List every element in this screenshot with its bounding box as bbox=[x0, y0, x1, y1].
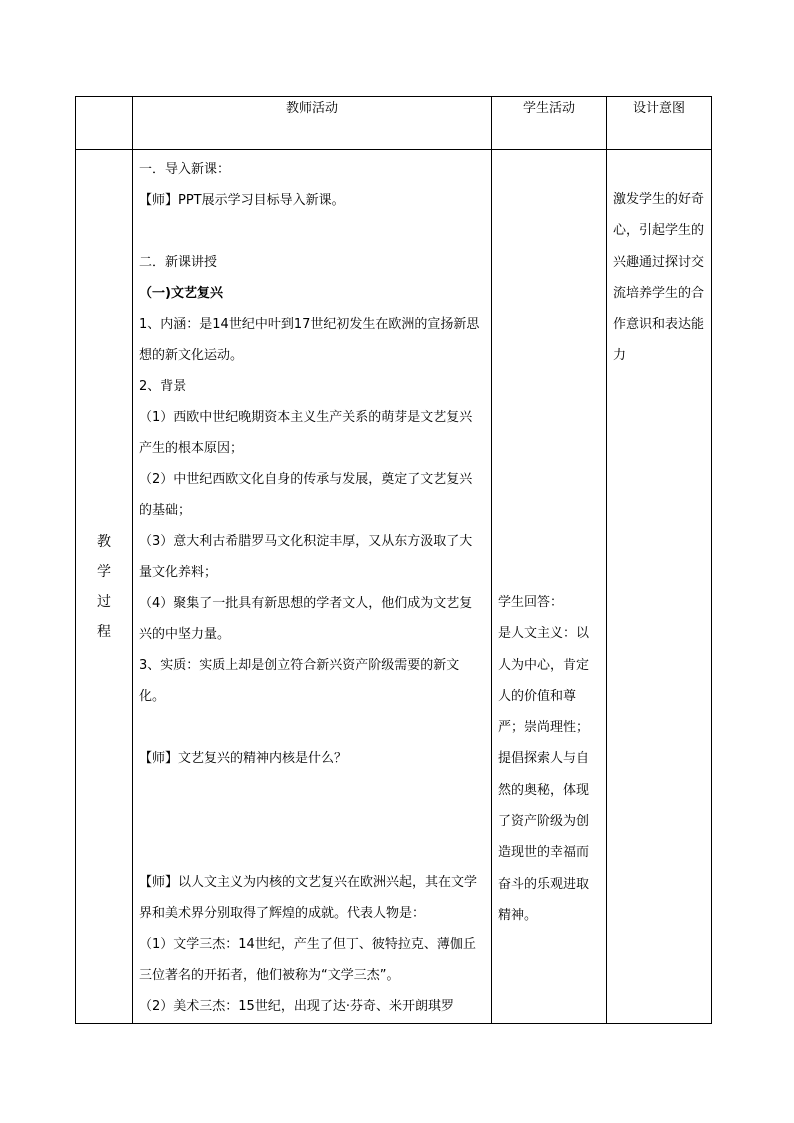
table-header-row bbox=[76, 97, 712, 150]
teacher-line: （1）文学三杰：14世纪，产生了但丁、彼特拉克、薄伽丘三位著名的开拓者，他们被称为“文学三杰”。 bbox=[139, 937, 476, 983]
teacher-line: 3、实质：实质上却是创立符合新兴资产阶级需要的新文化。 bbox=[139, 658, 460, 704]
student-answer: 是人文主义：以人为中心，肯定人的价值和尊严；崇尚理性；提倡探索人与自然的奥秘，体现了资产阶级为创造现世的幸福而奋斗的乐观进取精神。 bbox=[498, 626, 590, 923]
teacher-line: 【师】以人文主义为内核的文艺复兴在欧洲兴起，其在文学界和美术界分别取得了辉煌的成就。代表人物是： bbox=[139, 875, 478, 921]
teacher-line: 一．导入新课： bbox=[139, 162, 231, 177]
teacher-line: （4）聚集了一批具有新思想的学者文人，他们成为文艺复兴的中坚力量。 bbox=[139, 596, 473, 642]
teacher-line: 【师】PPT展示学习目标导入新课。 bbox=[139, 193, 345, 208]
header-design-intent: 设计意图 bbox=[607, 97, 712, 150]
teacher-line: （1）西欧中世纪晚期资本主义生产关系的萌芽是文艺复兴产生的根本原因； bbox=[139, 410, 473, 456]
section-heading: （一)文艺复兴 bbox=[139, 286, 223, 301]
teacher-line: 二．新课讲授 bbox=[139, 255, 218, 270]
teacher-line: （3）意大利古希腊罗马文化积淀丰厚，又从东方汲取了大量文化养料； bbox=[139, 534, 473, 580]
student-line: 学生回答： bbox=[498, 595, 564, 610]
student-activity-cell bbox=[492, 150, 607, 1024]
side-label: 教学过程 bbox=[97, 533, 111, 640]
table-body-row bbox=[76, 150, 712, 1024]
header-empty-cell bbox=[76, 97, 133, 150]
header-student-activity: 学生活动 bbox=[492, 97, 607, 150]
header-teacher-activity: 教师活动 bbox=[133, 97, 492, 150]
teacher-activity-cell bbox=[133, 150, 492, 1024]
teacher-line: 2、背景 bbox=[139, 379, 187, 394]
teacher-question: 【师】文艺复兴的精神内核是什么？ bbox=[139, 751, 348, 766]
side-label-cell bbox=[76, 150, 133, 1024]
teacher-line: 1、内涵：是14世纪中叶到17世纪初发生在欧洲的宣扬新思想的新文化运动。 bbox=[139, 317, 480, 363]
teacher-line: （2）中世纪西欧文化自身的传承与发展，奠定了文艺复兴的基础； bbox=[139, 472, 473, 518]
lesson-plan-table bbox=[75, 96, 712, 1024]
design-text: 激发学生的好奇心，引起学生的兴趣通过探讨交流培养学生的合作意识和表达能力 bbox=[613, 192, 705, 364]
design-intent-cell bbox=[607, 150, 712, 1024]
teacher-line: （2）美术三杰：15世纪，出现了达·芬奇、米开朗琪罗 bbox=[139, 999, 454, 1014]
